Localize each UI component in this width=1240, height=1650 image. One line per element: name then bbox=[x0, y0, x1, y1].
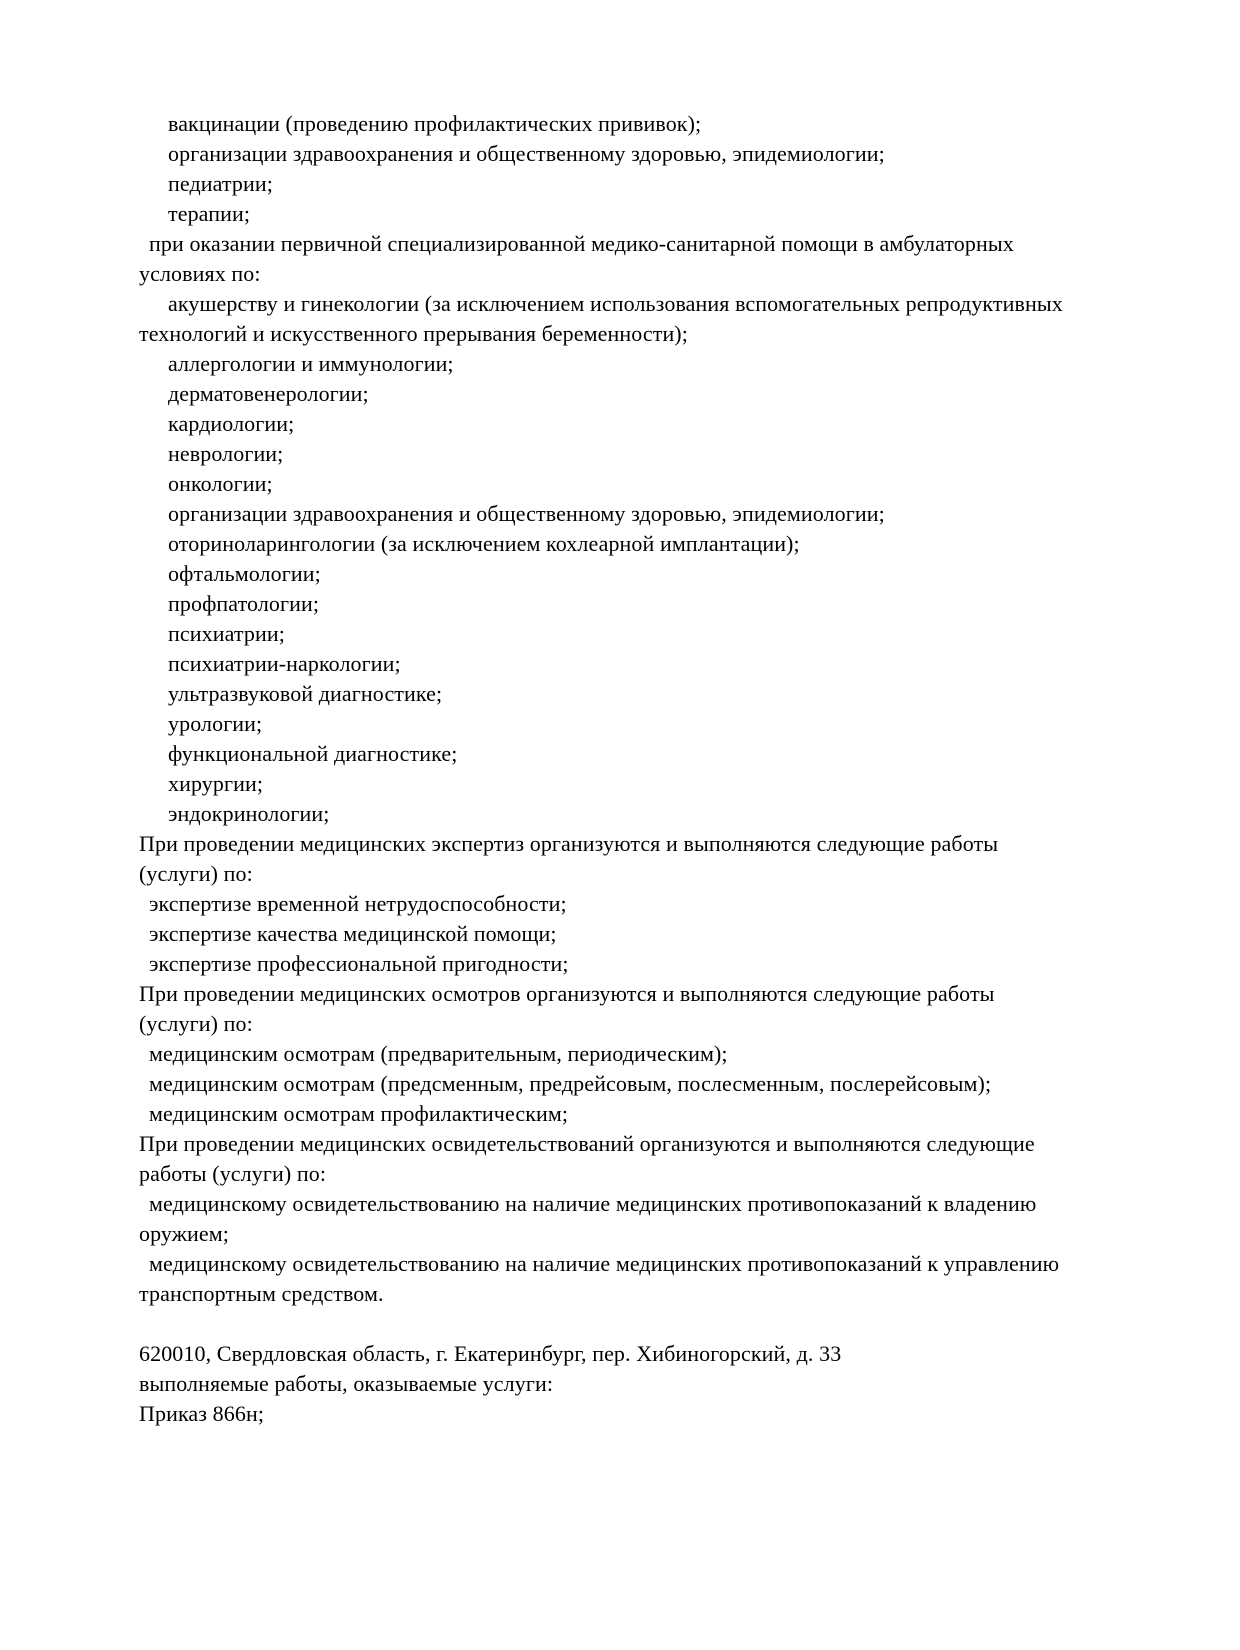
license-services-text bbox=[139, 109, 1209, 1429]
document-line: при оказании первичной специализированной медико-санитарной помощи в амбулаторных bbox=[149, 231, 1014, 256]
document-line: (услуги) по: bbox=[139, 1011, 253, 1036]
document-line: хирургии; bbox=[168, 771, 264, 796]
document-line: кардиологии; bbox=[168, 411, 295, 436]
document-line: неврологии; bbox=[168, 441, 284, 466]
document-line: работы (услуги) по: bbox=[139, 1161, 327, 1186]
document-line: эндокринологии; bbox=[168, 801, 330, 826]
document-line: аллергологии и иммунологии; bbox=[168, 351, 454, 376]
document-line: оториноларингологии (за исключением кохлеарной имплантации); bbox=[168, 531, 800, 556]
document-line: вакцинации (проведению профилактических прививок); bbox=[168, 111, 702, 136]
document-line: оружием; bbox=[139, 1221, 229, 1246]
document-line: медицинскому освидетельствованию на наличие медицинских противопоказаний к управлению bbox=[149, 1251, 1060, 1276]
document-line: медицинским осмотрам (предварительным, периодическим); bbox=[149, 1041, 728, 1066]
document-line: ультразвуковой диагностике; bbox=[168, 681, 443, 706]
document-line: психиатрии-наркологии; bbox=[168, 651, 401, 676]
document-line: профпатологии; bbox=[168, 591, 320, 616]
document-line: функциональной диагностике; bbox=[168, 741, 458, 766]
document-line: терапии; bbox=[168, 201, 251, 226]
document-line: 620010, Свердловская область, г. Екатеринбург, пер. Хибиногорский, д. 33 bbox=[139, 1341, 842, 1366]
document-line: (услуги) по: bbox=[139, 861, 253, 886]
document-line: организации здравоохранения и общественному здоровью, эпидемиологии; bbox=[168, 501, 885, 526]
document-line: офтальмологии; bbox=[168, 561, 321, 586]
document-line: онкологии; bbox=[168, 471, 273, 496]
document-line: организации здравоохранения и общественному здоровью, эпидемиологии; bbox=[168, 141, 885, 166]
document-line: психиатрии; bbox=[168, 621, 285, 646]
document-line: выполняемые работы, оказываемые услуги: bbox=[139, 1371, 554, 1396]
document-line: урологии; bbox=[168, 711, 263, 736]
document-line: акушерству и гинекологии (за исключением использования вспомогательных репродуктивных bbox=[168, 291, 1063, 316]
document-line: Приказ 866н; bbox=[139, 1401, 265, 1426]
document-line bbox=[139, 1309, 1209, 1339]
document-line: дерматовенерологии; bbox=[168, 381, 369, 406]
document-line: медицинскому освидетельствованию на наличие медицинских противопоказаний к владению bbox=[149, 1191, 1037, 1216]
document-line: условиях по: bbox=[139, 261, 261, 286]
document-line: При проведении медицинских освидетельствований организуются и выполняются следующие bbox=[139, 1131, 1035, 1156]
document-line: медицинским осмотрам профилактическим; bbox=[149, 1101, 569, 1126]
document-line: транспортным средством. bbox=[139, 1281, 384, 1306]
document-line: медицинским осмотрам (предсменным, предрейсовым, послесменным, послерейсовым); bbox=[149, 1071, 992, 1096]
document-line: экспертизе профессиональной пригодности; bbox=[149, 951, 569, 976]
document-line: При проведении медицинских экспертиз организуются и выполняются следующие работы bbox=[139, 831, 999, 856]
document-line: экспертизе временной нетрудоспособности; bbox=[149, 891, 567, 916]
document-line: педиатрии; bbox=[168, 171, 273, 196]
document-line: технологий и искусственного прерывания беременности); bbox=[139, 321, 688, 346]
document-line: При проведении медицинских осмотров организуются и выполняются следующие работы bbox=[139, 981, 995, 1006]
document-line: экспертизе качества медицинской помощи; bbox=[149, 921, 557, 946]
